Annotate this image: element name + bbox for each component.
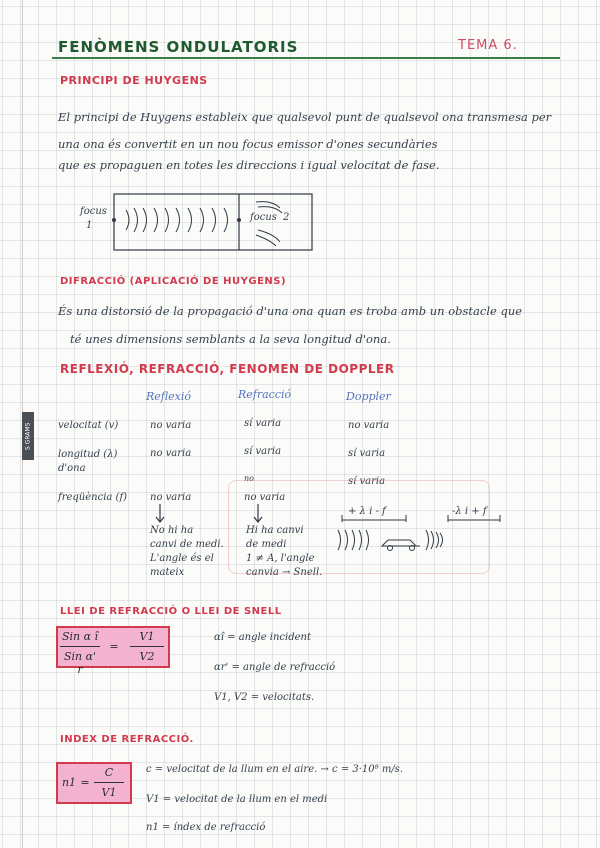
- note-refraccio-line: de medi: [246, 539, 287, 550]
- row-frequencia-reflexio: no varia: [150, 492, 192, 503]
- doppler-label-left: + λ i - f: [348, 506, 386, 517]
- snell-den-left: Sin α' r: [63, 650, 97, 676]
- snell-frac-line-right: [130, 646, 164, 647]
- row-frequencia-doppler: sí varia: [348, 476, 386, 487]
- huygens-text-1: El principi de Huygens estableix que qualsevol punt de qualsevol ona transmesa per una ona és convertit en un nou focus emissor d'ones secundàries: [58, 110, 552, 151]
- index-def-3: n1 = índex de refracció: [146, 822, 266, 833]
- index-def-1: c = velocitat de la llum en el aire. → c = 3·10⁸ m/s.: [146, 764, 403, 775]
- note-refraccio-line: Hi ha canvi: [246, 525, 304, 536]
- snell-num-left: Sin α î: [61, 630, 99, 643]
- row-longitud-refraccio: sí varia: [244, 446, 282, 457]
- snell-heading: LLEI DE REFRACCIÓ O LLEI DE SNELL: [60, 606, 282, 617]
- index-def-2: V1 = velocitat de la llum en el medi: [146, 794, 328, 805]
- index-num: C: [104, 766, 114, 779]
- difraccio-text-2: té unes dimensions semblants a la seva longitud d'ona.: [70, 332, 391, 346]
- row-frequencia-label: freqüència (f): [58, 492, 128, 503]
- index-lhs: n1: [61, 776, 77, 789]
- note-reflexio-line: mateix: [150, 567, 185, 578]
- snell-def-2: αr' = angle de refracció: [214, 662, 336, 673]
- row-velocitat-label: velocitat (v): [58, 420, 119, 431]
- index-heading: INDEX DE REFRACCIÓ.: [60, 734, 194, 745]
- index-den: V1: [101, 786, 117, 799]
- note-refraccio-line: 1 ≠ A, l'angle: [246, 553, 315, 564]
- snell-def-1: αî = angle incident: [214, 632, 312, 643]
- snell-def-3: V1, V2 = velocitats.: [214, 692, 315, 703]
- index-equals: =: [80, 776, 90, 789]
- huygens-heading: PRINCIPI DE HUYGENS: [60, 74, 208, 87]
- huygens-diagram: [108, 190, 318, 256]
- col-refraccio: Refracció: [238, 388, 292, 401]
- difraccio-heading: DIFRACCIÓ (APLICACIÓ DE HUYGENS): [60, 276, 287, 287]
- row-velocitat-doppler: no varia: [348, 420, 390, 431]
- diagram-focus-1-number: 1: [86, 220, 93, 231]
- row-velocitat-reflexio: no varia: [150, 420, 192, 431]
- title-underline: [52, 57, 560, 59]
- refraccio-mark: no: [244, 474, 254, 483]
- snell-num-right: V1: [139, 630, 155, 643]
- note-reflexio-line: No hi ha: [150, 525, 194, 536]
- doppler-label-right: -λ i + f: [452, 506, 487, 517]
- difraccio-text-1: És una distorsió de la propagació d'una ona quan es troba amb un obstacle que: [58, 304, 523, 318]
- diagram-focus-1-label: focus: [80, 206, 107, 217]
- row-velocitat-refraccio: sí varia: [244, 418, 282, 429]
- note-reflexio-line: canvi de medi.: [150, 539, 224, 550]
- binder-tag: S GRAMS: [22, 412, 34, 460]
- diagram-focus-2-label: focus: [250, 212, 277, 223]
- diagram-focus-2-number: 2: [283, 212, 290, 223]
- row-longitud-reflexio: no varia: [150, 448, 192, 459]
- snell-frac-line-left: [60, 646, 100, 647]
- row-frequencia-refraccio: no varia: [244, 492, 286, 503]
- note-reflexio: [150, 524, 230, 580]
- snell-den-right: V2: [139, 650, 155, 663]
- huygens-text-2: que es propaguen en totes les direccions i igual velocitat de fase.: [58, 158, 440, 172]
- row-longitud-label: longitud (λ) d'ona: [58, 449, 118, 474]
- tema-label: TEMA 6.: [458, 38, 518, 53]
- col-reflexio: Reflexió: [146, 390, 191, 403]
- note-refraccio-line: canvia → Snell.: [246, 567, 323, 578]
- page-title: FENÒMENS ONDULATORIS: [58, 38, 299, 56]
- note-reflexio-line: L'angle és el: [150, 553, 214, 564]
- index-frac-line: [94, 782, 124, 783]
- reflexio-heading: REFLEXIÓ, REFRACCIÓ, FENOMEN DE DOPPLER: [60, 362, 395, 376]
- row-longitud-doppler: sí varia: [348, 448, 386, 459]
- col-doppler: Doppler: [346, 390, 391, 403]
- faint-background-mark: [228, 480, 490, 574]
- snell-equals: =: [109, 640, 119, 653]
